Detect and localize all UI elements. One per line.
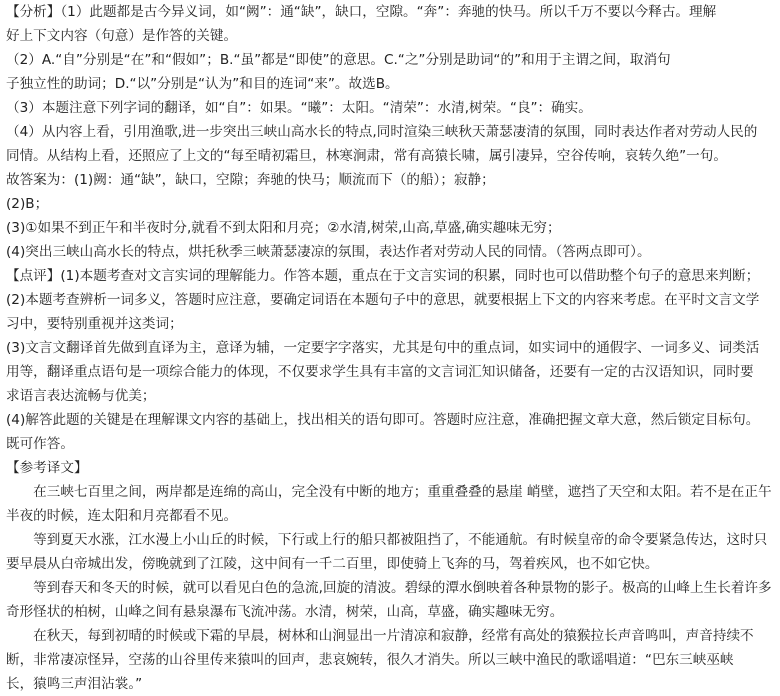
analysis-line-1: 【分析】（1）此题都是古今异义词，如“阙”：通“缺”，缺口，空隙。“奔”：奔驰的快马。所以千万不要以今释古。理解: [6, 4, 717, 20]
analysis-line-4: 子独立性的助词；D.“以”分别是“认为”和目的连词“来”。故选B。: [6, 76, 399, 92]
answer-line-4: (4)突出三峡山高水长的特点，烘托秋季三峡萧瑟凄凉的氛围，表达作者对劳动人民的同情。（答两点即可）。: [6, 244, 651, 260]
comment-line-8: 既可作答。: [6, 436, 74, 452]
translation-line-4: 要早晨从白帝城出发，傍晚就到了江陵，这中间有一千二百里，即使骑上飞奔的马，驾着疾风，也不如它快。: [6, 556, 659, 572]
comment-line-7: (4)解答此题的关键是在理解课文内容的基础上，找出相关的语句即可。答题时应注意，准确把握文章大意，然后锁定目标句。: [6, 412, 760, 428]
analysis-line-7: 同情。从结构上看，还照应了上文的“每至晴初霜旦，林寒涧肃，常有高猿长啸，属引凄异，空谷传响，哀转久绝”一句。: [6, 148, 727, 164]
analysis-line-2: 好上下文内容（句意）是作答的关键。: [6, 28, 238, 44]
translation-heading: 【参考译文】: [6, 460, 88, 476]
translation-line-2: 半夜的时候，连太阳和月亮都看不见。: [6, 508, 238, 524]
translation-line-5: 等到春天和冬天的时候，就可以看见白色的急流,回旋的清波。碧绿的潭水倒映着各种景物的影子。极高的山峰上生长着许多: [6, 580, 772, 596]
translation-line-6: 奇形怪状的柏树，山峰之间有悬泉瀑布飞流冲荡。水清，树荣，山高，草盛，确实趣味无穷。: [6, 604, 564, 620]
comment-line-6: 求语言表达流畅与优美；: [6, 388, 156, 404]
answer-line-1: 故答案为：(1)阙：通“缺”，缺口，空隙；奔驰的快马；顺流而下（的船）；寂静；: [6, 172, 495, 188]
comment-line-1: 【点评】(1)本题考查对文言实词的理解能力。作答本题，重点在于文言实词的积累，同时也可以借助整个句子的意思来判断；: [6, 268, 760, 284]
translation-line-8: 断，非常凄凉怪异，空荡的山谷里传来猿叫的回声，悲哀婉转，很久才消失。所以三峡中渔民的歌谣唱道：“巴东三峡巫峡: [6, 652, 734, 668]
translation-line-7: 在秋天，每到初晴的时候或下霜的早晨，树林和山涧显出一片清凉和寂静，经常有高处的猿猴拉长声音鸣叫，声音持续不: [6, 628, 754, 644]
comment-line-5: 用等，翻译重点语句是一项综合能力的体现，不仅要求学生具有丰富的文言词汇知识储备，还要有一定的古汉语知识，同时要: [6, 364, 754, 380]
comment-line-2: (2)本题考查辨析一词多义，答题时应注意，要确定词语在本题句子中的意思，就要根据上下文的内容来考虑。在平时文言文学: [6, 292, 760, 308]
translation-line-3: 等到夏天水涨，江水漫上小山丘的时候，下行或上行的船只都被阻挡了，不能通航。有时候皇帝的命令要紧急传达，这时只: [6, 532, 768, 548]
comment-line-4: (3)文言文翻译首先做到直译为主，意译为辅，一定要字字落实，尤其是句中的重点词，如实词中的通假字、一词多义、词类活: [6, 340, 760, 356]
comment-line-3: 习中，要特别重视并这类词；: [6, 316, 183, 332]
analysis-line-5: （3）本题注意下列字词的翻译，如“自”：如果。“曦”：太阳。“清荣”：水清,树荣。“良”：确实。: [6, 100, 592, 116]
translation-line-9: 长，猿鸣三声泪沾裳。”: [6, 676, 143, 692]
analysis-line-3: （2）A.“自”分别是“在”和“假如”；B.“虽”都是“即使”的意思。C.“之”分别是助词“的”和用于主谓之间，取消句: [6, 52, 671, 68]
answer-line-2: (2)B；: [6, 196, 49, 212]
answer-line-3: (3)①如果不到正午和半夜时分,就看不到太阳和月亮；②水清,树荣,山高,草盛,确实趣味无穷；: [6, 220, 561, 236]
translation-line-1: 在三峡七百里之间，两岸都是连绵的高山，完全没有中断的地方；重重叠叠的悬崖 峭壁，遮挡了天空和太阳。若不是在正午: [6, 484, 772, 500]
analysis-line-6: （4）从内容上看，引用渔歌,进一步突出三峡山高水长的特点,同时渲染三峡秋天萧瑟凄清的氛围，同时表达作者对劳动人民的: [6, 124, 758, 140]
